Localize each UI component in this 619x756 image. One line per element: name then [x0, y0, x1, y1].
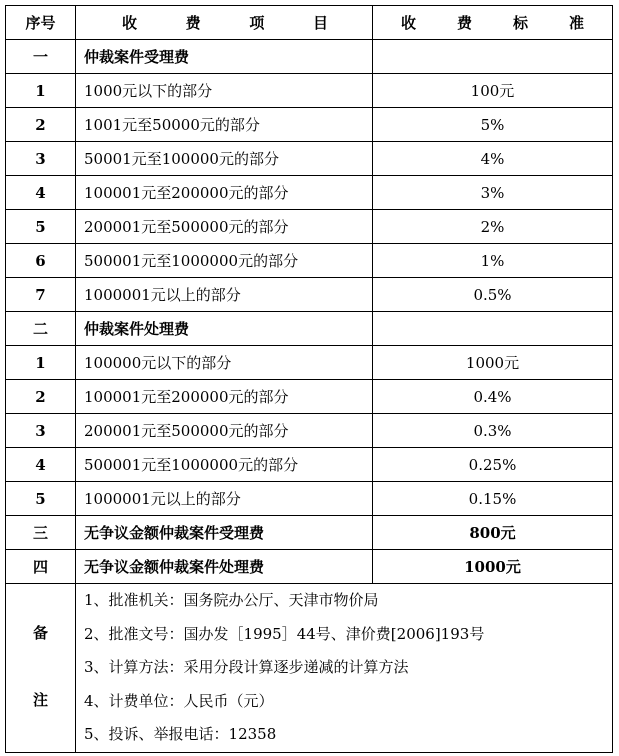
row-seq: 1 — [6, 74, 76, 108]
row-fee: 0.5% — [373, 278, 613, 312]
row-item: 100001元至200000元的部分 — [76, 380, 373, 414]
table-row — [6, 414, 613, 448]
note-line: 4、计费单位：人民币（元） — [84, 691, 274, 710]
table-row — [6, 482, 613, 516]
row-fee: 1000元 — [373, 550, 613, 584]
row-seq: 2 — [6, 108, 76, 142]
note-line: 5、投诉、举报电话：12358 — [84, 725, 277, 744]
row-item: 1001元至50000元的部分 — [76, 108, 373, 142]
row-fee — [373, 312, 613, 346]
row-item: 500001元至1000000元的部分 — [76, 448, 373, 482]
row-seq: 一 — [6, 40, 76, 74]
row-item: 无争议金额仲裁案件处理费 — [76, 550, 373, 584]
row-seq: 4 — [6, 448, 76, 482]
row-seq: 3 — [6, 142, 76, 176]
row-seq: 3 — [6, 414, 76, 448]
row-item: 1000001元以上的部分 — [76, 482, 373, 516]
header-fee — [373, 6, 613, 40]
row-item: 200001元至500000元的部分 — [76, 210, 373, 244]
row-fee: 4% — [373, 142, 613, 176]
row-fee — [373, 40, 613, 74]
section-row — [6, 40, 613, 74]
header-item — [76, 6, 373, 40]
row-fee: 0.4% — [373, 380, 613, 414]
notes-row — [6, 584, 613, 753]
row-item: 200001元至500000元的部分 — [76, 414, 373, 448]
row-seq: 4 — [6, 176, 76, 210]
table-row — [6, 550, 613, 584]
table-row — [6, 244, 613, 278]
row-item: 仲裁案件处理费 — [76, 312, 373, 346]
table-body — [6, 6, 613, 753]
notes-label — [6, 584, 76, 753]
header-row — [6, 6, 613, 40]
table-row — [6, 278, 613, 312]
table-row — [6, 210, 613, 244]
table-row — [6, 448, 613, 482]
row-item: 1000元以下的部分 — [76, 74, 373, 108]
row-item: 50001元至100000元的部分 — [76, 142, 373, 176]
table-row — [6, 74, 613, 108]
header-item-char: 费 — [185, 14, 201, 32]
row-seq: 7 — [6, 278, 76, 312]
row-fee: 1000元 — [373, 346, 613, 380]
note-line: 2、批准文号：国办发［1995］44号、津价费[2006]193号 — [84, 624, 485, 643]
row-seq: 5 — [6, 482, 76, 516]
row-item: 无争议金额仲裁案件受理费 — [76, 516, 373, 550]
header-item-char: 项 — [249, 14, 265, 32]
row-item: 500001元至1000000元的部分 — [76, 244, 373, 278]
row-seq: 二 — [6, 312, 76, 346]
row-fee: 0.3% — [373, 414, 613, 448]
table-row — [6, 108, 613, 142]
header-item-char: 目 — [312, 14, 328, 32]
notes-content — [76, 584, 613, 753]
notes-label-bottom: 注 — [32, 691, 48, 709]
note-line: 1、批准机关：国务院办公厅、天津市物价局 — [84, 591, 379, 609]
fee-standard-table — [5, 5, 613, 753]
header-fee-char: 准 — [568, 14, 584, 32]
row-fee: 0.15% — [373, 482, 613, 516]
row-seq: 四 — [6, 550, 76, 584]
row-seq: 6 — [6, 244, 76, 278]
header-item-char: 收 — [122, 14, 138, 32]
row-seq: 5 — [6, 210, 76, 244]
notes-label-top: 备 — [32, 624, 48, 642]
header-seq: 序号 — [6, 6, 76, 40]
row-item: 100000元以下的部分 — [76, 346, 373, 380]
table-row — [6, 380, 613, 414]
row-seq: 2 — [6, 380, 76, 414]
row-fee: 800元 — [373, 516, 613, 550]
table-row — [6, 346, 613, 380]
table-row — [6, 516, 613, 550]
row-item: 100001元至200000元的部分 — [76, 176, 373, 210]
row-fee: 0.25% — [373, 448, 613, 482]
row-seq: 三 — [6, 516, 76, 550]
header-fee-char: 标 — [512, 14, 528, 32]
header-fee-char: 收 — [401, 14, 417, 32]
table-row — [6, 176, 613, 210]
row-item: 1000001元以上的部分 — [76, 278, 373, 312]
section-row — [6, 312, 613, 346]
row-fee: 5% — [373, 108, 613, 142]
note-line: 3、计算方法：采用分段计算逐步递减的计算方法 — [84, 658, 409, 677]
row-item: 仲裁案件受理费 — [76, 40, 373, 74]
row-seq: 1 — [6, 346, 76, 380]
row-fee: 3% — [373, 176, 613, 210]
header-fee-char: 费 — [456, 14, 472, 32]
table-row — [6, 142, 613, 176]
row-fee: 1% — [373, 244, 613, 278]
row-fee: 2% — [373, 210, 613, 244]
row-fee: 100元 — [373, 74, 613, 108]
